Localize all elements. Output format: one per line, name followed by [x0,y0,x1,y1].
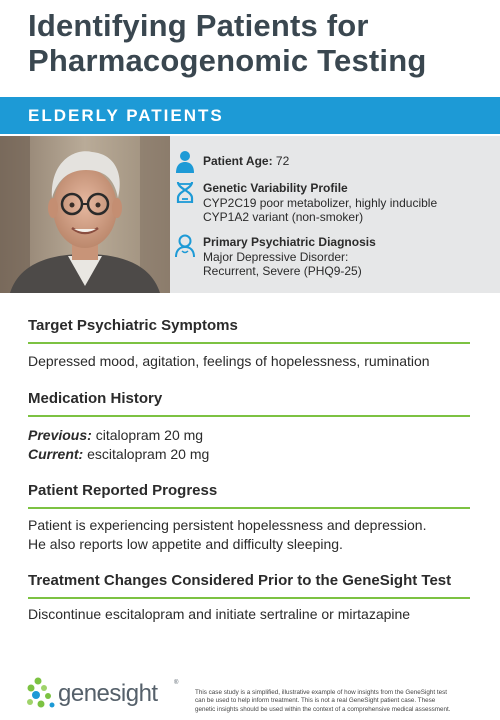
previous-medication [28,426,478,445]
previous-label: Previous: [28,427,92,443]
progress-line-2: He also reports low appetite and difficulty sleeping. [28,536,343,552]
genetic-line-1: CYP2C19 poor metabolizer, highly inducible [203,195,438,210]
genetic-text [203,181,493,225]
disclaimer-line-1: This case study is a simplified, illustrative example of how insights from the GeneSight test [195,689,447,696]
genesight-logo [26,676,186,716]
diagnosis-line-1: Major Depressive Disorder: [203,249,349,264]
current-value: escitalopram 20 mg [83,446,210,462]
progress-divider [28,507,470,509]
title-line-1: Identifying Patients for [28,8,369,43]
page-title [28,8,488,78]
diagnosis-text [203,235,493,279]
logo-registered-mark: ® [174,680,179,686]
progress-title: Patient Reported Progress [28,482,218,499]
person-icon [174,150,196,174]
changes-text: Discontinue escitalopram and initiate sertraline or mirtazapine [28,606,411,622]
logo-dots-icon [26,676,60,712]
previous-value: citalopram 20 mg [91,427,204,443]
age-label: Patient Age: [203,154,273,168]
progress-line-1: Patient is experiencing persistent hopelessness and depression. [28,517,427,533]
changes-divider [28,597,470,599]
changes-title: Treatment Changes Considered Prior to the GeneSight Test [28,572,452,589]
age-text [203,154,493,169]
title-line-2: Pharmacogenomic Testing [28,43,427,78]
genetic-line-2: CYP1A2 variant (non-smoker) [203,210,364,224]
symptoms-text: Depressed mood, agitation, feelings of hopelessness, rumination [28,353,430,369]
disclaimer-line-2: can be used to help inform treatment. This is not a real GeneSight patient case. These [195,697,436,705]
patient-photo [0,136,170,293]
progress-text [28,516,478,554]
history-title: Medication History [28,390,163,407]
patient-profile-panel [0,136,500,293]
logo-wordmark: genesight [58,680,158,707]
diagnosis-label: Primary Psychiatric Diagnosis [203,235,376,249]
disclaimer [195,689,490,714]
history-divider [28,415,470,417]
banner-label: ELDERLY PATIENTS [28,106,224,125]
diagnosis-line-2: Recurrent, Severe (PHQ9-25) [203,264,362,278]
age-value: 72 [275,154,290,168]
dna-icon [174,180,196,204]
genetic-label: Genetic Variability Profile [203,181,348,195]
symptoms-divider [28,342,470,344]
current-medication [28,445,478,464]
medication-list [28,426,478,464]
brain-person-icon [174,234,196,258]
disclaimer-line-3: genetic insights should be used within the context of a comprehensive medical assessment. [195,705,451,713]
symptoms-title: Target Psychiatric Symptoms [28,317,238,334]
category-banner [0,97,500,134]
current-label: Current: [28,446,84,462]
